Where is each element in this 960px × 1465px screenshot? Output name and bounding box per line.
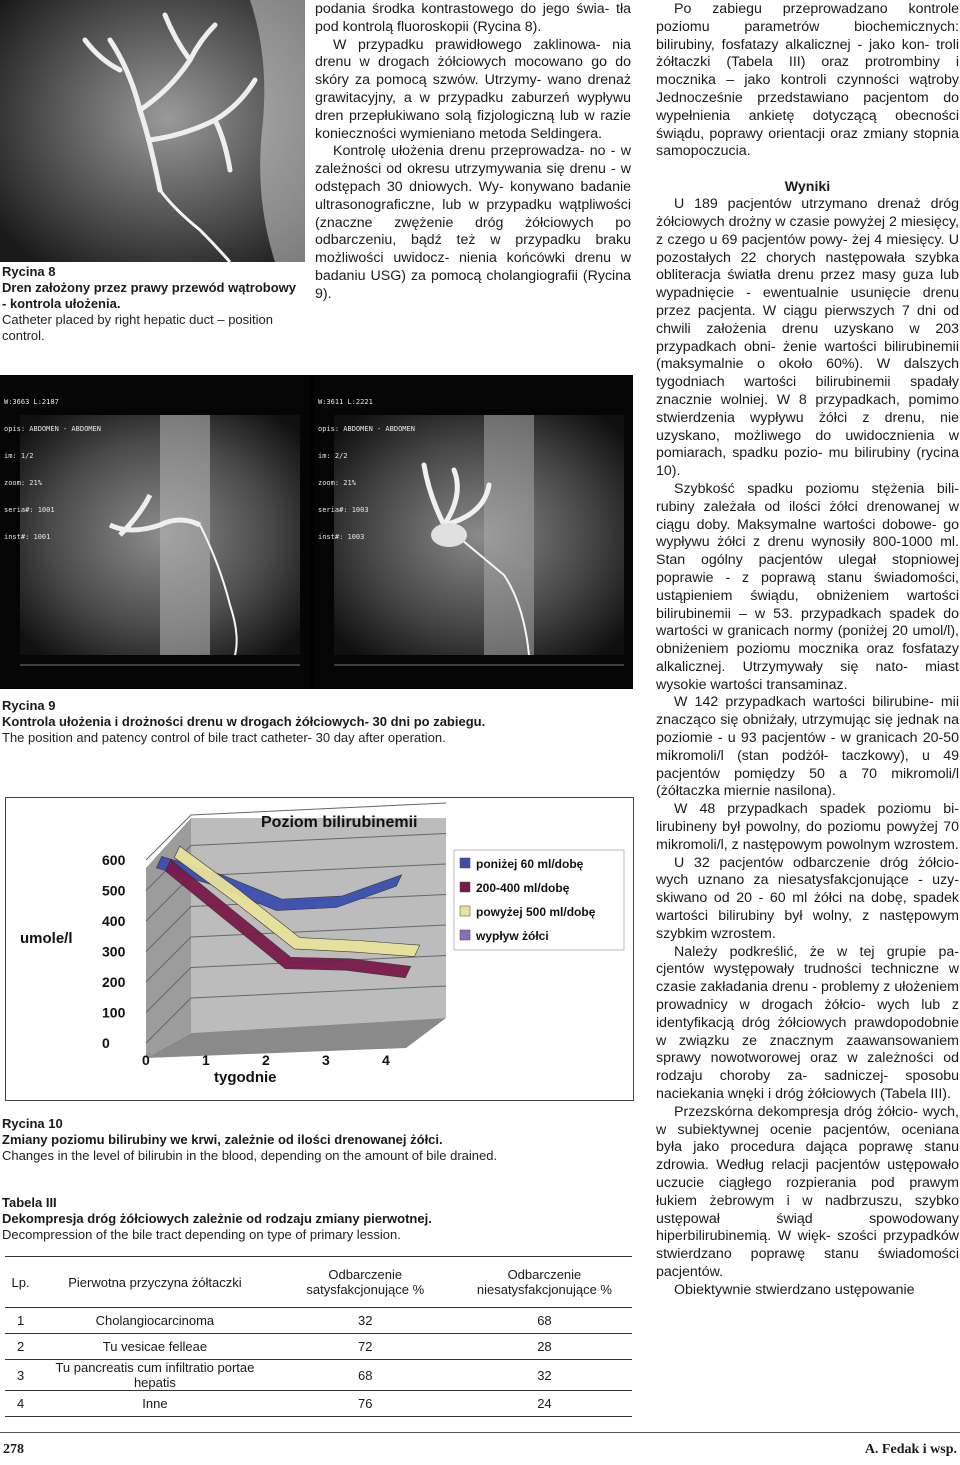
- middle-paragraph-1: podania środka kontrastowego do jego świa- tła pod kontrolą fluoroskopii (Rycina 8).: [315, 1, 631, 35]
- chart-legend-swatch: [460, 930, 470, 940]
- results-paragraph-8: Obiektywnie stwierdzano ustępowanie: [674, 1281, 915, 1298]
- table-cell: 1: [5, 1308, 36, 1334]
- chart-x-tick-label: 1: [202, 1052, 210, 1068]
- table-cell: 76: [274, 1391, 457, 1417]
- chart-x-axis-label: tygodnie: [214, 1069, 277, 1086]
- chart-y-tick-label: 600: [102, 852, 126, 868]
- chart-legend-swatch: [460, 906, 470, 916]
- table-cell: Tu pancreatis cum infiltratio portae hepatis: [36, 1360, 273, 1391]
- figure-10-chart: [5, 797, 634, 1101]
- chart-x-tick-label: 3: [322, 1052, 330, 1068]
- figure-8-title-en: Catheter placed by right hepatic duct – position control.: [2, 312, 274, 343]
- table-3: [5, 1256, 632, 1417]
- figure-10-title-pl: Zmiany poziomu bilirubiny we krwi, zależnie od ilości drenowanej żółci.: [2, 1132, 443, 1147]
- chart-y-tick-label: 200: [102, 974, 126, 990]
- chart-x-tick-label: 0: [142, 1052, 150, 1068]
- chart-legend-swatch: [460, 858, 470, 868]
- chart-legend-swatch: [460, 882, 470, 892]
- figure-9-right-overlay: W:3611 L:2221 opis: ABDOMEN - ABDOMEN im: 2/2 zoom: 21% seria#: 1003 inst#: 1003: [318, 398, 415, 541]
- table-3-label: Tabela III: [2, 1195, 57, 1210]
- right-intro-paragraph: Po zabiegu przeprowadzano kontrole poziomu parametrów biochemicznych: bilirubiny, fosfatazy alkalicznej - jako kon- troli żółtaczki (Tabela III) oraz protrombiny i mocznika – jako kontroli czynności wątroby Jednocześnie przedstawiano pacjentom do wypełnienia ankietę dotyczącą obecności świądu, poprawy orientacji oraz zmiany stopnia samopoczucia.: [656, 1, 959, 160]
- table-cell: 32: [274, 1308, 457, 1334]
- chart-x-tick-label: 2: [262, 1052, 270, 1068]
- table-cell: 24: [457, 1391, 632, 1417]
- footer-rule: [0, 1432, 960, 1433]
- table-cell: 3: [5, 1360, 36, 1391]
- chart-back-wall: [191, 818, 446, 1033]
- middle-paragraph-2: W przypadku prawidłowego zaklinowa- nia drenu w drogach żółciowych mocowano go do skóry za pomocą szwów. Utrzymy- wano drenaż grawitacyjny, a w przypadku zaburzeń wypływu dren przepłukiwano solą fizjologiczną lub w razie konieczności wymieniano metoda Seldingera.: [315, 36, 631, 142]
- chart-y-tick-label: 100: [102, 1004, 126, 1021]
- chart-y-tick-label: 300: [102, 943, 126, 960]
- figure-9-title-en: The position and patency control of bile tract catheter- 30 day after operation.: [2, 730, 446, 745]
- chart-y-tick-label: 400: [102, 913, 126, 929]
- table-cell: 4: [5, 1391, 36, 1417]
- table-cell: 2: [5, 1334, 36, 1360]
- chart-y-tick-label: 0: [102, 1035, 110, 1051]
- figure-8-xray-image: [0, 0, 305, 262]
- table-row: [5, 1391, 632, 1417]
- table-cell: 68: [457, 1308, 632, 1334]
- table-row: [5, 1360, 632, 1391]
- chart-x-tick-label: 4: [382, 1052, 390, 1068]
- table-cell: 32: [457, 1360, 632, 1391]
- table-3-title-en: Decompression of the bile tract depending on type of primary lession.: [2, 1227, 401, 1242]
- figure-9-label: Rycina 9: [2, 698, 56, 713]
- figure-8-label: Rycina 8: [2, 264, 56, 279]
- bilirubin-chart-svg: [6, 798, 633, 1100]
- chart-y-axis-label: umole/l: [20, 930, 73, 947]
- results-paragraph-4: W 48 przypadkach spadek poziomu bi- lirubineny był powolny, do poziomu powyżej 70 mikromoli/l, z następowym powolnym wzrostem.: [656, 801, 959, 853]
- table-row: [5, 1334, 632, 1360]
- figure-9-left-xray: [0, 375, 310, 689]
- table-cell: Cholangiocarcinoma: [36, 1308, 273, 1334]
- middle-column-text: [315, 1, 631, 304]
- table-cell: 68: [274, 1360, 457, 1391]
- results-paragraph-5: U 32 pacjentów odbarczenie dróg żółcio- wych uznano za niesatysfakcjonujące - uzy- skiwano od 20 - 60 ml żółci na dobę, spadek wartości bilirubiny był wolny, z następowym szybkim wzrostem.: [656, 854, 959, 942]
- results-paragraph-1: U 189 pacjentów utrzymano drenaż dróg żółciowych drożny w czasie powyżej 2 miesięcy, z czego u 69 pacjentów powy- żej 4 miesięcy. U pozostałych 22 chorych następowała szybka obliteracja światła drenu przez masy guza lub wypadnięcie - ewentualnie usunięcie drenu przez pacjenta. W ciągu pierwszych 7 dni od chwili założenia drenu uzyskano w 203 przypadkach obni- żenie wartości bilirubinemii (maksymalnie o około 60%). W dalszych tygodniach wartości bilirubinemii spadały znacznie wolniej. W 8 przypadkach, pomimo stwierdzenia wypływu żółci z drenu, nie uzyskano, możliwego do uwidocznienia w pomiarach, spadku pozio- mu bilirubiny (rycina 10).: [656, 196, 959, 480]
- figure-8-title-pl: Dren założony przez prawy przewód wątrobowy - kontrola ułożenia.: [2, 280, 296, 311]
- results-heading: Wyniki: [784, 179, 831, 196]
- results-paragraph-7: Przezskórna dekompresja dróg żółcio- wych, w subiektywnej ocenie pacjentów, oceniana była jako procedura dająca poprawę stanu zdrowia. Według relacji pacjentów ustępowało uczucie ciągłego rozpierania pod prawym łukiem żebrowym i w nadbrzuszu, szybko ustępował świąd spowodowany hiperbilirubinemią. W więk- szości przypadków stwierdzano poprawę stanu świadomości pacjentów.: [656, 1103, 959, 1280]
- chart-legend-label: powyżej 500 ml/dobę: [476, 905, 596, 919]
- table-cell: 28: [457, 1334, 632, 1360]
- middle-paragraph-3: Kontrolę ułożenia drenu przeprowadza- no - w zależności od okresu utrzymywania się drenu - w odstępach 30 dniowych. Wy- konywano badanie ultrasonograficzne, lub w przypadku wątpliwości (znaczne zwężenie dróg żółciowych po odbarczeniu, bądź też w przypadku braku możliwości uwidocz- nienia końcówki drenu w badaniu USG) za pomocą cholangiografii (Rycina 9).: [315, 143, 631, 302]
- chart-y-tick-label: 500: [102, 882, 126, 899]
- results-paragraph-3: W 142 przypadkach wartości bilirubine- mii znacząco się obniżały, utrzymując się jednak na poziomie - u 93 pacjentów - w granicach 20-50 mikromoli/l (stan podżół- taczkowy), u 49 pacjentów pomiędzy 50 a 70 mikromoli/l (żółtaczka miernie nasilona).: [656, 694, 959, 800]
- xray-8-drawing: [0, 0, 305, 262]
- table-header-lp: Lp.: [5, 1257, 36, 1308]
- table-header-satisfactory: Odbarczenie satysfakcjonujące %: [274, 1257, 457, 1308]
- table-cell: Inne: [36, 1391, 273, 1417]
- chart-legend-label: 200-400 ml/dobę: [476, 881, 570, 895]
- figure-9-right-xray: [314, 375, 633, 689]
- figure-9-title-pl: Kontrola ułożenia i drożności drenu w drogach żółciowych- 30 dni po zabiegu.: [2, 714, 486, 729]
- table-row: [5, 1308, 632, 1334]
- table-header-row: [5, 1257, 632, 1308]
- table-cell: 72: [274, 1334, 457, 1360]
- chart-legend-label: wypływ żółci: [476, 929, 549, 943]
- results-paragraph-2: Szybkość spadku poziomu stężenia bili- rubiny zależała od ilości żółci drenowanej w ciągu doby. Maksymalne wartości dobowe- go wypływu żółci z drenu wynosiły 800-1000 ml. Stan ogólny pacjentów ulegał stopniowej poprawie - z poprawą stanu świadomości, ustąpieniem świądu, obniżeniem wartości bilirubinemii – w 53. przypadkach spadek do wartości w granicach normy (poniżej 20 umol/l), obniżeniem poziomu mocznika oraz fosfatazy alkalicznej. Utrzymywały się nato- miast wysokie wartości transaminaz.: [656, 480, 959, 693]
- footer-authors: A. Fedak i wsp.: [864, 1442, 957, 1457]
- figure-10-title-en: Changes in the level of bilirubin in the blood, depending on the amount of bile drained.: [2, 1148, 498, 1163]
- table-header-unsatisfactory: Odbarczenie niesatysfakcjonujące %: [457, 1257, 632, 1308]
- figure-10-label: Rycina 10: [2, 1116, 63, 1131]
- right-column-text: [656, 1, 959, 1300]
- table-3-title-pl: Dekompresja dróg żółciowych zależnie od rodzaju zmiany pierwotnej.: [2, 1211, 432, 1226]
- results-paragraph-6: Należy podkreślić, że w tej grupie pa- cjentów występowały trudności techniczne w czasie zakładania drenu - problemy z ułożeniem prowadnicy w drogach żółcio- wych lub z identyfikacją dróg żółciowych prawdopodobnie w związku ze znacznym zaawansowaniem sprawy nowotworowej oraz w zależności od rodzaju choroby za- sadniczej- sposobu naciekania wnęki i dróg żółciowych (Tabela III).: [656, 943, 959, 1103]
- table-cell: Tu vesicae felleae: [36, 1334, 273, 1360]
- table-header-cause: Pierwotna przyczyna żółtaczki: [36, 1257, 273, 1308]
- figure-9-left-overlay: W:3663 L:2187 opis: ABDOMEN - ABDOMEN im: 1/2 zoom: 21% seria#: 1001 inst#: 1001: [4, 398, 101, 541]
- figure-9-xray-panel: [0, 375, 633, 689]
- chart-legend-label: poniżej 60 ml/dobę: [476, 857, 584, 871]
- page-number: 278: [3, 1442, 24, 1457]
- chart-title: Poziom bilirubinemii: [261, 814, 418, 831]
